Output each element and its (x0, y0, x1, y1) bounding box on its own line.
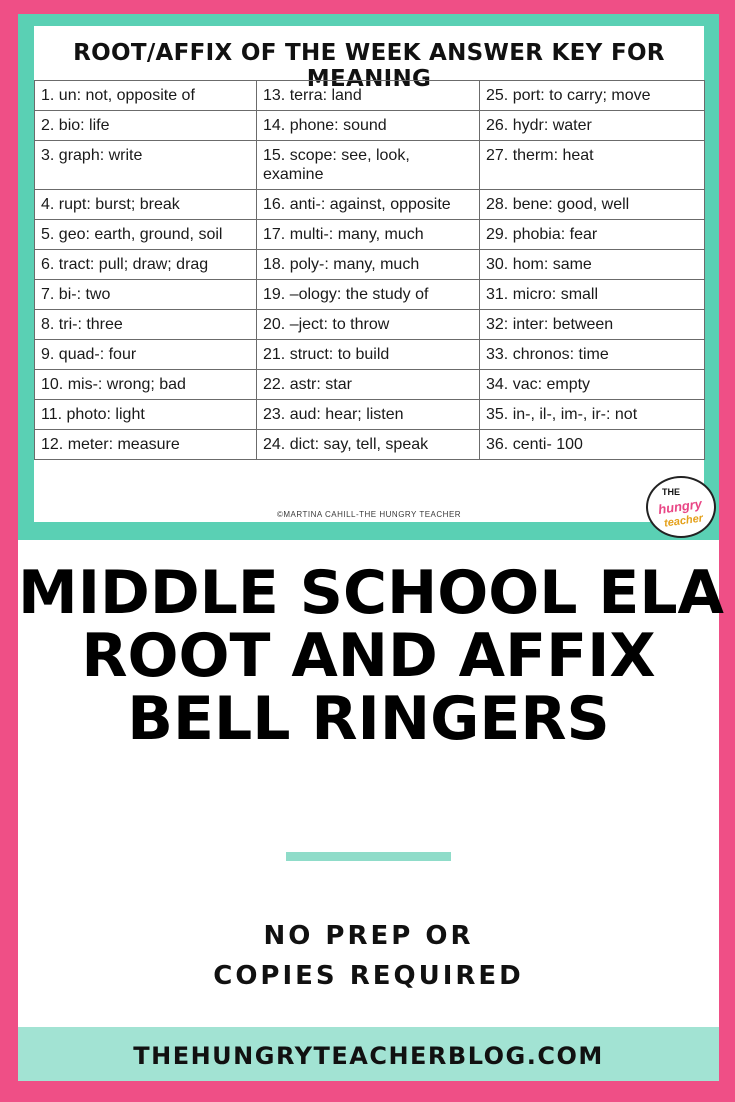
answer-key-sheet (34, 26, 704, 522)
table-row (35, 220, 705, 250)
subhead (18, 916, 719, 996)
table-cell: 12. meter: measure (35, 430, 257, 460)
table-cell: 27. therm: heat (480, 141, 705, 190)
headline-line-3: BELL RINGERS (127, 684, 610, 754)
table-row (35, 370, 705, 400)
table-cell: 18. poly-: many, much (257, 250, 480, 280)
footer-banner (18, 1027, 719, 1081)
table-cell: 33. chronos: time (480, 340, 705, 370)
table-cell: 24. dict: say, tell, speak (257, 430, 480, 460)
table-cell: 10. mis-: wrong; bad (35, 370, 257, 400)
table-cell: 20. –ject: to throw (257, 310, 480, 340)
table-cell: 21. struct: to build (257, 340, 480, 370)
table-cell: 13. terra: land (257, 81, 480, 111)
table-row (35, 141, 705, 190)
table-cell: 15. scope: see, look, examine (257, 141, 480, 190)
table-row (35, 111, 705, 141)
blog-url[interactable]: THEHUNGRYTEACHERBLOG.COM (133, 1042, 604, 1070)
table-cell: 32: inter: between (480, 310, 705, 340)
table-row (35, 340, 705, 370)
subhead-line-1: NO PREP OR (263, 921, 474, 951)
table-cell: 30. hom: same (480, 250, 705, 280)
headline-line-2: ROOT AND AFFIX (81, 621, 656, 691)
table-cell: 8. tri-: three (35, 310, 257, 340)
table-cell: 29. phobia: fear (480, 220, 705, 250)
answer-key-table (34, 80, 705, 460)
table-cell: 9. quad-: four (35, 340, 257, 370)
worksheet-preview (18, 14, 719, 540)
table-cell: 5. geo: earth, ground, soil (35, 220, 257, 250)
table-row (35, 250, 705, 280)
table-cell: 22. astr: star (257, 370, 480, 400)
sheet-title: ROOT/AFFIX OF THE WEEK ANSWER KEY FOR MEANING (73, 40, 665, 92)
headline-line-1: MIDDLE SCHOOL ELA (18, 558, 724, 628)
logo-the-text: THE (662, 487, 680, 497)
table-cell: 25. port: to carry; move (480, 81, 705, 111)
table-cell: 2. bio: life (35, 111, 257, 141)
table-cell: 23. aud: hear; listen (257, 400, 480, 430)
table-cell: 31. micro: small (480, 280, 705, 310)
table-cell: 28. bene: good, well (480, 190, 705, 220)
table-row (35, 430, 705, 460)
table-row (35, 190, 705, 220)
table-cell: 26. hydr: water (480, 111, 705, 141)
table-cell: 3. graph: write (35, 141, 257, 190)
table-cell: 36. centi- 100 (480, 430, 705, 460)
table-row (35, 81, 705, 111)
table-cell: 11. photo: light (35, 400, 257, 430)
table-cell: 35. in-, il-, im-, ir-: not (480, 400, 705, 430)
table-cell: 7. bi-: two (35, 280, 257, 310)
table-cell: 34. vac: empty (480, 370, 705, 400)
subhead-line-2: COPIES REQUIRED (213, 961, 524, 991)
table-cell: 6. tract: pull; draw; drag (35, 250, 257, 280)
hungry-teacher-logo (646, 476, 716, 538)
headline (18, 558, 724, 754)
divider-bar (286, 852, 451, 861)
table-cell: 4. rupt: burst; break (35, 190, 257, 220)
table-cell: 16. anti-: against, opposite (257, 190, 480, 220)
logo-hungry-text: hungry (657, 496, 703, 517)
logo-teacher-text: teacher (663, 512, 704, 530)
table-row (35, 280, 705, 310)
table-cell: 1. un: not, opposite of (35, 81, 257, 111)
table-row (35, 310, 705, 340)
sheet-credit: ©MARTINA CAHILL-THE HUNGRY TEACHER (276, 510, 462, 519)
pin-frame (18, 14, 724, 1081)
table-cell: 14. phone: sound (257, 111, 480, 141)
table-cell: 17. multi-: many, much (257, 220, 480, 250)
table-cell: 19. –ology: the study of (257, 280, 480, 310)
table-row (35, 400, 705, 430)
